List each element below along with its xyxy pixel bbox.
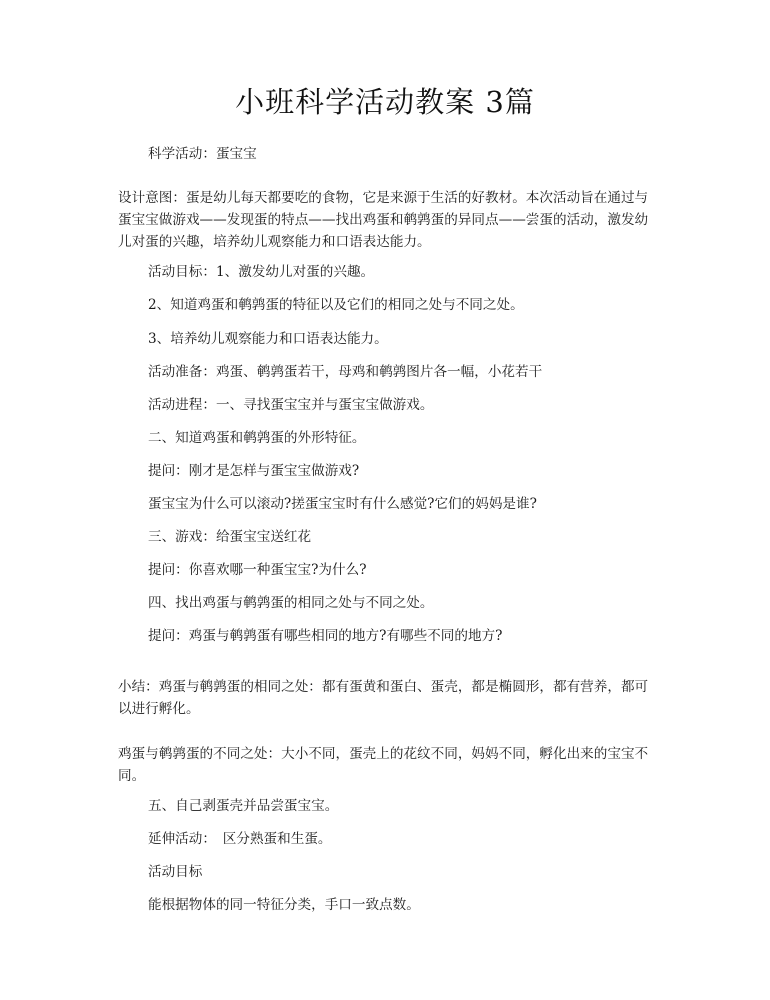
paragraph-process-1: 活动进程：一、寻找蛋宝宝并与蛋宝宝做游戏。 (148, 397, 434, 413)
paragraph-process-3: 三、游戏：给蛋宝宝送红花 (148, 529, 312, 545)
paragraph-summary-same: 小结：鸡蛋与鹌鹑蛋的相同之处：都有蛋黄和蛋白、蛋壳，都是椭圆形，都有营养，都可以进行孵化。 (118, 679, 649, 717)
paragraph-question-2: 蛋宝宝为什么可以滚动?搓蛋宝宝时有什么感觉?它们的妈妈是谁? (148, 496, 537, 512)
paragraph-design-intent: 设计意图：蛋是幼儿每天都要吃的食物，它是来源于生活的好教材。本次活动旨在通过与蛋宝宝做游戏——发现蛋的特点——找出鸡蛋和鹌鹑蛋的异同点——尝蛋的活动，激发幼儿对蛋的兴趣，培养幼儿观察能力和口语表达能力。 (118, 190, 649, 250)
paragraph-question-4: 提问：鸡蛋与鹌鹑蛋有哪些相同的地方?有哪些不同的地方? (148, 628, 503, 644)
paragraph-process-4: 四、找出鸡蛋与鹌鹑蛋的相同之处与不同之处。 (148, 595, 434, 611)
document-title: 小班科学活动教案 3篇 (235, 85, 535, 119)
paragraph-goal-3: 3、培养幼儿观察能力和口语表达能力。 (148, 331, 388, 347)
paragraph-question-3: 提问：你喜欢哪一种蛋宝宝?为什么? (148, 562, 367, 578)
paragraph-goal-1: 活动目标：1、激发幼儿对蛋的兴趣。 (148, 264, 375, 280)
paragraph-extension: 延伸活动： 区分熟蛋和生蛋。 (148, 831, 332, 847)
paragraph-process-2: 二、知道鸡蛋和鹌鹑蛋的外形特征。 (148, 430, 366, 446)
paragraph-goal-heading: 活动目标 (148, 864, 203, 880)
paragraph-goal-item: 能根据物体的同一特征分类，手口一致点数。 (148, 897, 420, 913)
paragraph-activity-name: 科学活动：蛋宝宝 (148, 146, 257, 162)
paragraph-goal-2: 2、知道鸡蛋和鹌鹑蛋的特征以及它们的相同之处与不同之处。 (148, 297, 524, 313)
paragraph-summary-different: 鸡蛋与鹌鹑蛋的不同之处：大小不同，蛋壳上的花纹不同，妈妈不同，孵化出来的宝宝不同。 (118, 746, 649, 784)
paragraph-preparation: 活动准备：鸡蛋、鹌鹑蛋若干，母鸡和鹌鹑图片各一幅，小花若干 (148, 364, 543, 380)
paragraph-question-1: 提问：刚才是怎样与蛋宝宝做游戏? (148, 463, 360, 479)
paragraph-process-5: 五、自己剥蛋壳并品尝蛋宝宝。 (148, 798, 339, 814)
